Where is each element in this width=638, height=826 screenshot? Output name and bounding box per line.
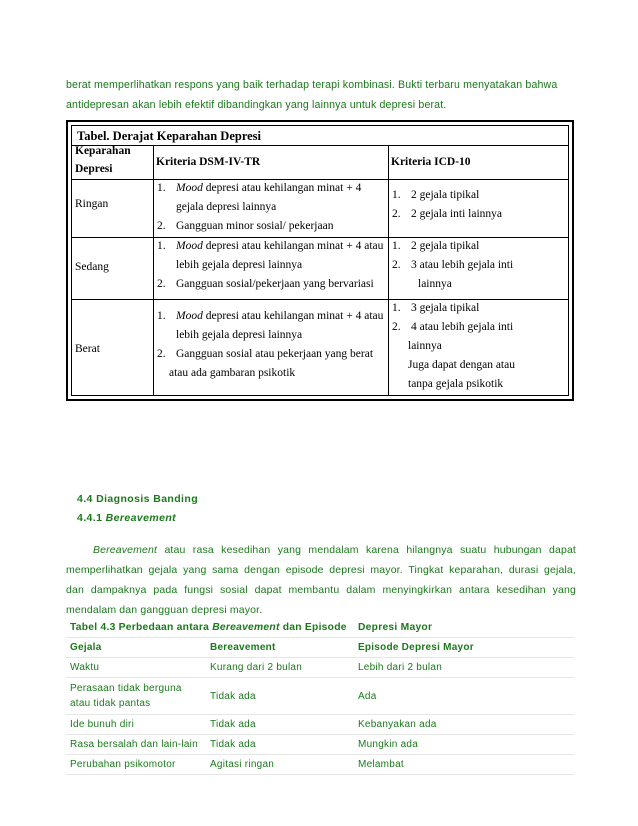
table-row: Waktu Kurang dari 2 bulan Lebih dari 2 bulan [66,658,574,678]
severity-table [66,120,574,401]
table-row: Perubahan psikomotor Agitasi ringan Melambat [66,755,574,775]
bereavement-table-caption-col3: Depresi Mayor [354,618,574,638]
intro-paragraph [66,75,576,115]
bereavement-table-caption: Tabel 4.3 Perbedaan antara Bereavement dan Episode [66,618,354,638]
subsection-heading: 4.4.1 Bereavement [77,512,177,524]
paragraph-line: Bereavement atau rasa kesedihan yang mendalam karena hilangnya suatu hubungan dapat [93,544,576,556]
paragraph-line: dan dampaknya pada fungsi sosial dapat membantu dalam menyingkirkan antara kesedihan yang [66,584,576,596]
table-row: Ide bunuh diri Tidak ada Kebanyakan ada [66,715,574,735]
header-severity: Keparahan Depresi [75,145,131,175]
dsm-cell-sedang: 1. Mood depresi atau kehilangan minat + 4 atau lebih gejala depresi lainnya 2. Gangguan sosial/pekerjaan yang bervariasi [157,240,384,290]
dsm-cell-berat: 1. Mood depresi atau kehilangan minat + 4 atau lebih gejala depresi lainnya 2. Gangguan sosial atau pekerjaan yang berat atau ada gambaran psikotik [157,310,384,379]
icd-cell-berat: 1. 3 gejala tipikal 2. 4 atau lebih gejala inti lainnya Juga dapat dengan atau tanpa gejala psikotik [392,302,515,390]
column-header: Episode Depresi Mayor [354,638,574,658]
row-label-ringan: Ringan [75,198,109,210]
severity-table-caption: Tabel. Derajat Keparahan Depresi [77,129,262,143]
row-label-sedang: Sedang [75,261,109,273]
icd-cell-ringan: 1. 2 gejala tipikal 2. 2 gejala inti lainnya [392,189,503,220]
column-header: Gejala [66,638,206,658]
paragraph-line: memperlihatkan gejala yang sama dengan episode depresi mayor. Tingkat keparahan, durasi gejala, [66,564,576,576]
section-heading: 4.4 Diagnosis Banding [77,493,199,505]
table-row: Perasaan tidak berguna atau tidak pantas Tidak ada Ada [66,678,574,715]
table-header-row [66,638,574,658]
header-dsm: Kriteria DSM-IV-TR [156,156,261,168]
dsm-cell-ringan: 1. Mood depresi atau kehilangan minat + 4 gejala depresi lainnya 2. Gangguan minor sosial/ pekerjaan [157,182,362,232]
row-label-berat: Berat [75,343,100,355]
bereavement-table [66,618,574,775]
table-row: Rasa bersalah dan lain-lain Tidak ada Mungkin ada [66,735,574,755]
header-icd: Kriteria ICD-10 [391,156,471,168]
intro-line: berat memperlihatkan respons yang baik terhadap terapi kombinasi. Bukti terbaru menyatakan bahwa [66,79,558,91]
column-header: Bereavement [206,638,354,658]
bereavement-paragraph [66,540,576,620]
paragraph-line: mendalam dan gangguan depresi mayor. [66,604,263,616]
table-caption-row [66,618,574,638]
intro-line: antidepresan akan lebih efektif dibandingkan yang lainnya untuk depresi berat. [66,99,447,111]
icd-cell-sedang: 1. 2 gejala tipikal 2. 3 atau lebih gejala inti lainnya [392,240,514,290]
